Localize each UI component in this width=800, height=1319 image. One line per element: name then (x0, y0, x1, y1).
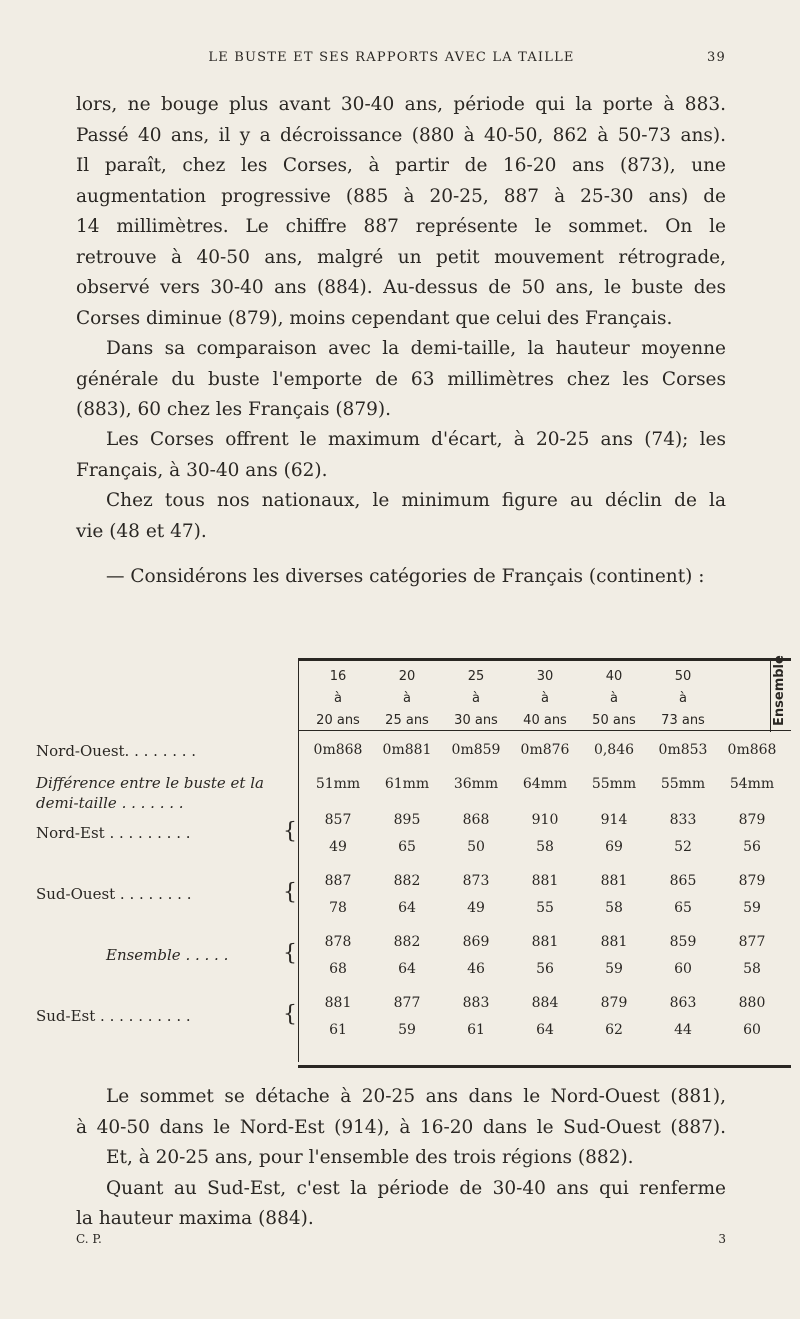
row-label-difference-line1: Différence entre le buste et la (36, 774, 264, 792)
table-cell: 878 (324, 934, 352, 950)
column-header-part: 16 (329, 669, 347, 684)
text-line: augmentation progressive (885 à 20-25, 887 à 25-30 ans) de (76, 185, 726, 207)
table-cell: 883 (462, 995, 490, 1011)
brace-glyph: { (283, 1002, 297, 1027)
table-cell: 873 (462, 873, 490, 889)
intro-paragraph (76, 90, 726, 334)
column-header-part: 30 ans (454, 713, 498, 728)
text-line: Français, à 30-40 ans (62). (76, 459, 328, 481)
text-line: la hauteur maxima (884). (76, 1208, 314, 1229)
running-title: LE BUSTE ET SES RAPPORTS AVEC LA TAILLE (208, 50, 575, 65)
column-header (307, 666, 369, 732)
column-header-part: à (541, 691, 549, 706)
text-line: Il paraît, chez les Corses, à partir de 16-20 ans (873), une (76, 155, 726, 176)
text-line: Et, à 20-25 ans, pour l'ensemble des trois régions (882). (106, 1147, 634, 1168)
brace-glyph: { (283, 880, 297, 905)
text-line: Quant au Sud-Est, c'est la période de 30-40 ans qui renferme (106, 1177, 726, 1199)
table-cell: 36mm (453, 776, 499, 792)
text-line: Passé 40 ans, il y a décroissance (880 à 40-50, 862 à 50-73 ans). (76, 124, 726, 146)
column-header (652, 666, 714, 732)
text-line: (883), 60 chez les Français (879). (76, 399, 391, 420)
region-label: Ensemble . . . . . (106, 946, 229, 964)
column-header (514, 666, 576, 732)
column-rule (770, 658, 771, 732)
table-cell: 64 (398, 900, 416, 916)
table-cell: 60 (674, 961, 692, 977)
text-line: retrouve à 40-50 ans, malgré un petit mouvement rétrograde, (76, 246, 726, 268)
table-cell: 56 (743, 839, 761, 855)
table-cell: 61 (467, 1022, 485, 1038)
table-cell: 44 (674, 1022, 692, 1038)
text-line: vie (48 et 47). (76, 520, 207, 542)
region-label: Nord-Est . . . . . . . . . (36, 824, 191, 842)
page-footer (76, 1232, 726, 1246)
column-header-part: à (403, 691, 411, 706)
column-header-part: 25 (467, 669, 485, 684)
table-cell: 59 (398, 1022, 416, 1038)
table-cell: 881 (531, 934, 559, 950)
table-cell: 58 (743, 961, 761, 977)
table-cell: 869 (462, 934, 490, 950)
table-cell: 887 (324, 873, 352, 889)
text-line: Corses diminue (879), moins cependant que celui des Français. (76, 307, 673, 329)
signature-mark: C. P. (76, 1232, 102, 1246)
paragraph-3 (76, 425, 726, 486)
table-cell: 55 (536, 900, 554, 916)
column-header-part: 73 ans (661, 713, 705, 728)
table-cell: 64 (398, 961, 416, 977)
row-label-nord-ouest: Nord-Ouest. . . . . . . . (36, 742, 197, 760)
table-cell: 914 (600, 812, 628, 828)
table-cell: 60 (743, 1022, 761, 1038)
table-cell: 56 (536, 961, 554, 977)
column-header-part: 40 (605, 669, 623, 684)
table-cell: 865 (669, 873, 697, 889)
table-cell: 859 (669, 934, 697, 950)
column-header-part: à (610, 691, 618, 706)
paragraph-2 (76, 334, 726, 426)
text-line: observé vers 30-40 ans (884). Au-dessus de 50 ans, le buste des (76, 277, 726, 298)
table-cell: 65 (398, 839, 416, 855)
paragraph-5 (76, 562, 726, 593)
table-cell: 62 (605, 1022, 623, 1038)
brace-glyph: { (283, 941, 297, 966)
table-cell: 0m853 (658, 742, 708, 758)
sheet-number: 3 (718, 1232, 726, 1246)
table-cell: 69 (605, 839, 623, 855)
table-cell: 68 (329, 961, 347, 977)
column-header-part: 20 ans (316, 713, 360, 728)
table-cell: 54mm (729, 776, 775, 792)
text-line: — Considérons les diverses catégories de Français (continent) : (106, 566, 705, 587)
closing-paragraph (76, 1082, 726, 1235)
running-header (76, 50, 726, 65)
table-cell: 833 (669, 812, 697, 828)
table-cell: 881 (600, 934, 628, 950)
table-cell: 879 (738, 873, 766, 889)
region-label: Sud-Ouest . . . . . . . . (36, 885, 192, 903)
column-header-part: 40 ans (523, 713, 567, 728)
text-line: lors, ne bouge plus avant 30-40 ans, période qui la porte à 883. (76, 94, 726, 115)
text-line: Le sommet se détache à 20-25 ans dans le Nord-Ouest (881), (106, 1086, 726, 1107)
text-line: Dans sa comparaison avec la demi-taille, la hauteur moyenne (106, 338, 726, 359)
table-cell: 0,846 (593, 742, 635, 758)
table-cell: 0m881 (382, 742, 432, 758)
table-cell: 881 (324, 995, 352, 1011)
text-line: Les Corses offrent le maximum d'écart, à 20-25 ans (74); les (106, 429, 726, 450)
column-header (445, 666, 507, 732)
table-cell: 881 (600, 873, 628, 889)
text-line: à 40-50 dans le Nord-Est (914), à 16-20 dans le Sud-Ouest (887). (76, 1116, 726, 1138)
ensemble-column-header: Ensemble (772, 655, 787, 726)
table-cell: 78 (329, 900, 347, 916)
table-cell: 50 (467, 839, 485, 855)
table-cell: 0m876 (520, 742, 570, 758)
text-line: Chez tous nos nationaux, le minimum figure au déclin de la (106, 490, 726, 511)
table-cell: 52 (674, 839, 692, 855)
table-cell: 55mm (591, 776, 637, 792)
column-header-part: 50 ans (592, 713, 636, 728)
table-cell: 49 (467, 900, 485, 916)
column-header-part: 30 (536, 669, 554, 684)
table-cell: 55mm (660, 776, 706, 792)
paragraph-4 (76, 486, 726, 547)
table-cell: 0m868 (727, 742, 777, 758)
table-cell: 59 (743, 900, 761, 916)
table-cell: 65 (674, 900, 692, 916)
table-cell: 49 (329, 839, 347, 855)
table-cell: 879 (738, 812, 766, 828)
column-header (376, 666, 438, 732)
table-cell: 884 (531, 995, 559, 1011)
table-cell: 0m868 (313, 742, 363, 758)
table-cell: 881 (531, 873, 559, 889)
table-cell: 880 (738, 995, 766, 1011)
text-line: générale du buste l'emporte de 63 millimètres chez les Corses (76, 368, 726, 390)
table-cell: 46 (467, 961, 485, 977)
table-cell: 863 (669, 995, 697, 1011)
brace-glyph: { (283, 819, 297, 844)
column-header-part: à (472, 691, 480, 706)
table-cell: 910 (531, 812, 559, 828)
table-cell: 64 (536, 1022, 554, 1038)
table-cell: 877 (393, 995, 421, 1011)
table-cell: 51mm (315, 776, 361, 792)
table-cell: 59 (605, 961, 623, 977)
column-header-part: à (334, 691, 342, 706)
column-rule (298, 658, 299, 1062)
table-cell: 882 (393, 934, 421, 950)
row-label-difference-line2: demi-taille . . . . . . . (36, 794, 184, 812)
table-cell: 61mm (384, 776, 430, 792)
column-header-part: à (679, 691, 687, 706)
column-header (583, 666, 645, 732)
table-cell: 64mm (522, 776, 568, 792)
table-cell: 58 (605, 900, 623, 916)
table-cell: 868 (462, 812, 490, 828)
column-header-part: 50 (674, 669, 692, 684)
table-cell: 895 (393, 812, 421, 828)
table-cell: 857 (324, 812, 352, 828)
table-cell: 0m859 (451, 742, 501, 758)
table-cell: 882 (393, 873, 421, 889)
page-number: 39 (707, 50, 726, 65)
column-header-part: 20 (398, 669, 416, 684)
region-label: Sud-Est . . . . . . . . . . (36, 1007, 191, 1025)
table-cell: 58 (536, 839, 554, 855)
table-cell: 879 (600, 995, 628, 1011)
table-cell: 877 (738, 934, 766, 950)
column-header-part: 25 ans (385, 713, 429, 728)
table-cell: 61 (329, 1022, 347, 1038)
text-line: 14 millimètres. Le chiffre 887 représente le sommet. On le (76, 216, 726, 237)
